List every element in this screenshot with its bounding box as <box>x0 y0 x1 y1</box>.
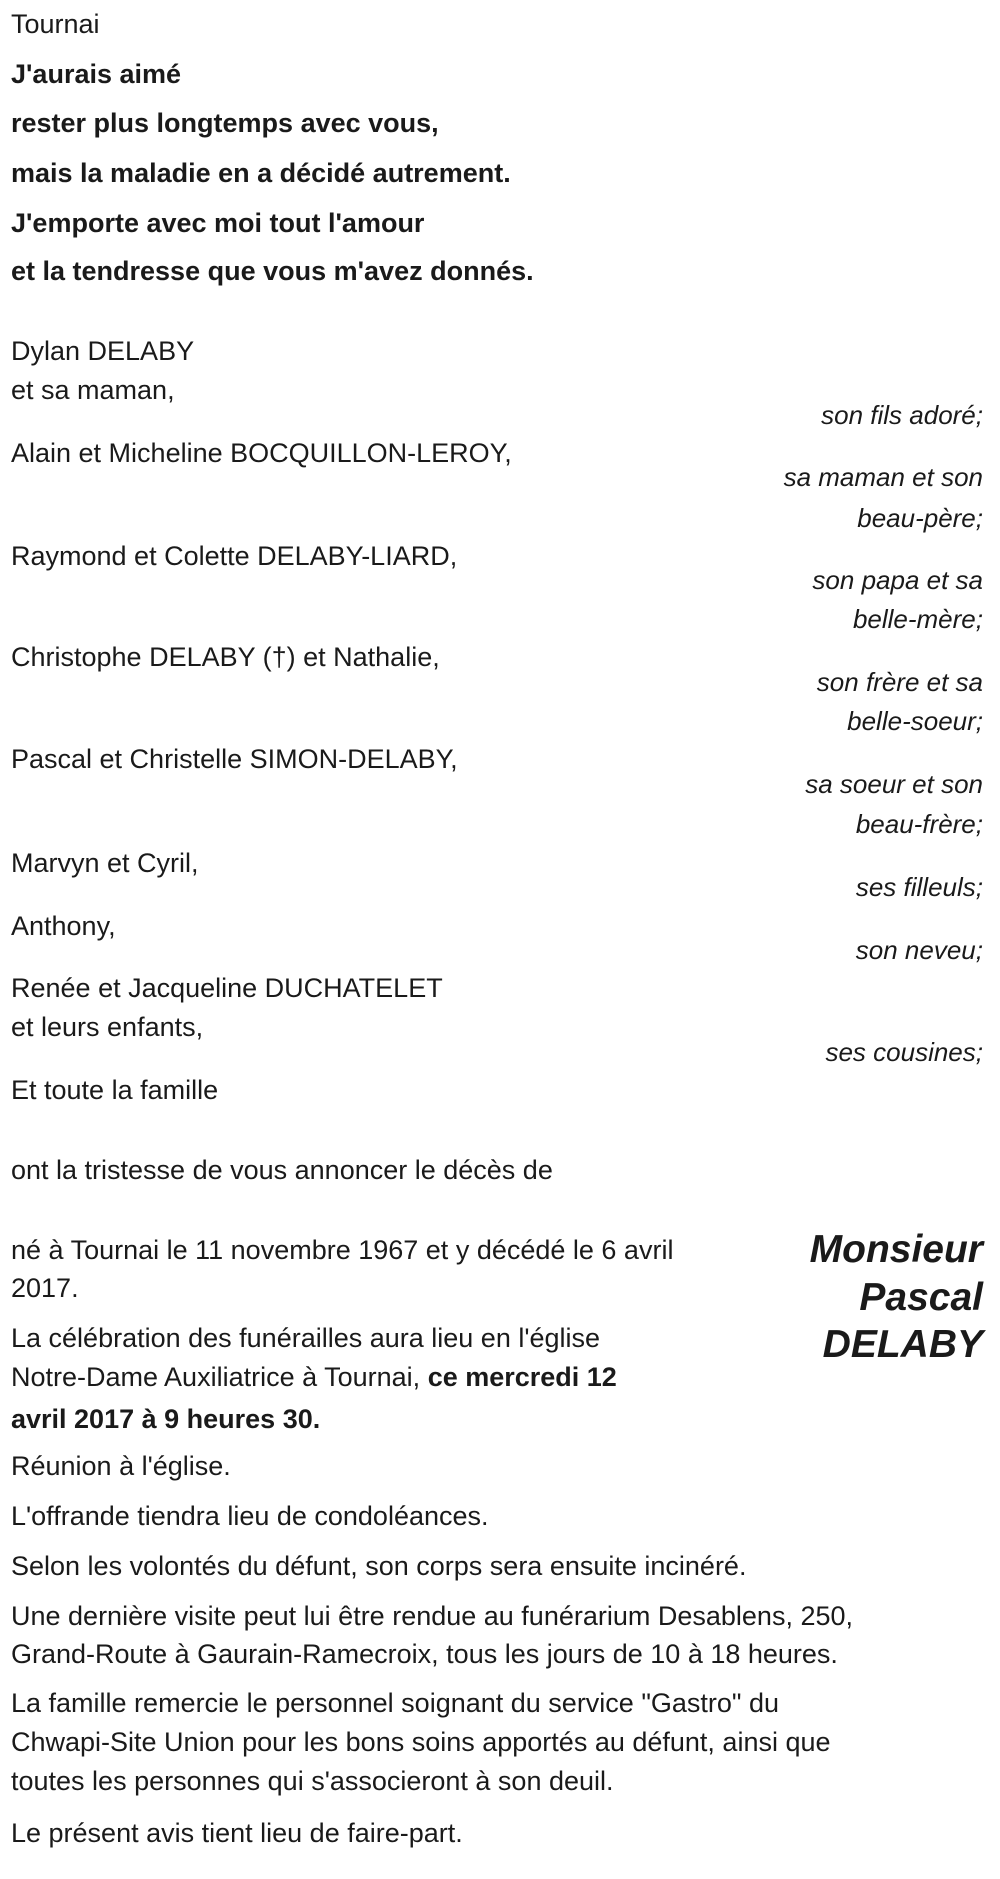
birth-death-info: 2017. <box>11 1273 79 1303</box>
location: Tournai <box>11 9 100 39</box>
family-name: Dylan DELABY <box>11 336 195 366</box>
family-name: Et toute la famille <box>11 1075 219 1105</box>
offering-info: L'offrande tiendra lieu de condoléances. <box>11 1501 489 1531</box>
notice: Le présent avis tient lieu de faire-part. <box>11 1818 463 1848</box>
family-relation: sa soeur et son <box>805 769 983 799</box>
poem-line: rester plus longtemps avec vous, <box>11 108 439 138</box>
visit-info: Grand-Route à Gaurain-Ramecroix, tous les jours de 10 à 18 heures. <box>11 1639 838 1669</box>
poem-line: J'emporte avec moi tout l'amour <box>11 208 425 238</box>
thanks-info: La famille remercie le personnel soignant du service "Gastro" du <box>11 1688 780 1718</box>
deceased-first-name: Pascal <box>859 1276 983 1319</box>
family-name: Renée et Jacqueline DUCHATELET <box>11 973 443 1003</box>
family-relation: son papa et sa <box>812 565 983 595</box>
family-name: Raymond et Colette DELABY-LIARD, <box>11 541 458 571</box>
family-name: Alain et Micheline BOCQUILLON-LEROY, <box>11 438 512 468</box>
ceremony-info: La célébration des funérailles aura lieu en l'église <box>11 1323 601 1353</box>
deceased-last-name: DELABY <box>822 1323 983 1366</box>
family-relation: son fils adoré; <box>821 400 983 430</box>
cremation-info: Selon les volontés du défunt, son corps sera ensuite incinéré. <box>11 1551 747 1581</box>
family-relation: beau-père; <box>857 503 983 533</box>
ceremony-date: avril 2017 à 9 heures 30. <box>11 1404 321 1434</box>
poem-line: et la tendresse que vous m'avez donnés. <box>11 256 534 286</box>
family-name: et sa maman, <box>11 375 175 405</box>
family-relation: ses filleuls; <box>855 872 983 902</box>
family-relation: sa maman et son <box>783 462 983 492</box>
family-name: Pascal et Christelle SIMON-DELABY, <box>11 744 458 774</box>
meeting-info: Réunion à l'église. <box>11 1451 231 1481</box>
deceased-title: Monsieur <box>809 1228 983 1271</box>
family-name: et leurs enfants, <box>11 1012 204 1042</box>
ceremony-date: ce mercredi 12 <box>427 1362 617 1392</box>
family-name: Christophe DELABY (†) et Nathalie, <box>11 642 440 672</box>
family-relation: son frère et sa <box>816 667 983 697</box>
family-relation: belle-soeur; <box>847 706 983 736</box>
visit-info: Une dernière visite peut lui être rendue au funérarium Desablens, 250, <box>11 1601 853 1631</box>
family-relation: belle-mère; <box>852 604 983 634</box>
family-relation: beau-frère; <box>855 809 983 839</box>
ceremony-place: Notre-Dame Auxiliatrice à Tournai, <box>11 1362 428 1392</box>
thanks-info: Chwapi-Site Union pour les bons soins apportés au défunt, ainsi que <box>11 1727 831 1757</box>
family-name: Anthony, <box>11 911 116 941</box>
family-relation: son neveu; <box>855 935 983 965</box>
family-name: Marvyn et Cyril, <box>11 848 199 878</box>
family-relation: ses cousines; <box>825 1037 983 1067</box>
poem-line: J'aurais aimé <box>11 59 182 89</box>
poem-line: mais la maladie en a décidé autrement. <box>11 158 511 188</box>
announcement: ont la tristesse de vous annoncer le décès de <box>11 1155 553 1185</box>
ceremony-info <box>11 1361 617 1393</box>
thanks-info: toutes les personnes qui s'associeront à son deuil. <box>11 1766 614 1796</box>
birth-death-info: né à Tournai le 11 novembre 1967 et y décédé le 6 avril <box>11 1235 674 1265</box>
